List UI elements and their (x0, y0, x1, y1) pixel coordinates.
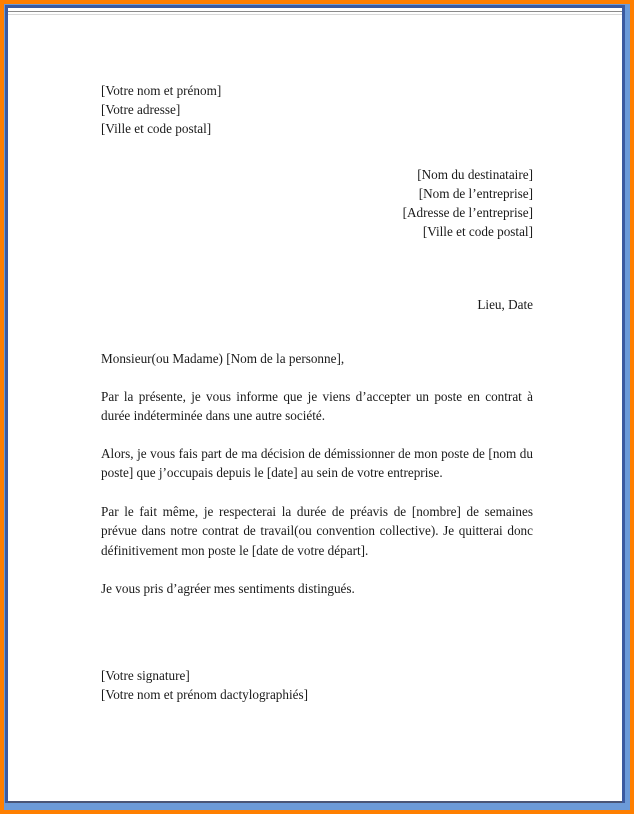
document-page (8, 8, 622, 803)
closing-formula: Je vous pris d’agréer mes sentiments distingués. (101, 581, 355, 596)
sender-name: [Votre nom et prénom] (101, 83, 222, 98)
recipient-company-address: [Adresse de l’entreprise] (402, 205, 533, 220)
body-paragraph-2: Alors, je vous fais part de ma décision de démissionner de mon poste de [nom du poste] que j’occupais depuis le [date] au sein de votre entreprise. (101, 446, 533, 481)
recipient-company: [Nom de l’entreprise] (418, 186, 533, 201)
page-top-rule (8, 11, 622, 12)
page-top-rule-light (8, 14, 622, 15)
sender-address: [Votre adresse] (101, 102, 181, 117)
place-date: Lieu, Date (477, 297, 533, 312)
body-paragraph-1: Par la présente, je vous informe que je viens d’accepter un poste en contrat à durée indéterminée dans une autre société. (101, 389, 533, 424)
signature: [Votre signature] (101, 668, 190, 683)
recipient-city: [Ville et code postal] (422, 224, 533, 239)
sender-city: [Ville et code postal] (101, 121, 212, 136)
salutation: Monsieur(ou Madame) [Nom de la personne], (101, 351, 345, 366)
recipient-name: [Nom du destinataire] (417, 167, 533, 182)
body-paragraph-3: Par le fait même, je respecterai la durée de préavis de [nombre] de semaines prévue dans notre contrat de travail(ou convention collective). Je quitterai donc définitivement mon poste le [date de votre départ]. (101, 504, 533, 558)
typed-name: [Votre nom et prénom dactylographiés] (101, 687, 309, 702)
